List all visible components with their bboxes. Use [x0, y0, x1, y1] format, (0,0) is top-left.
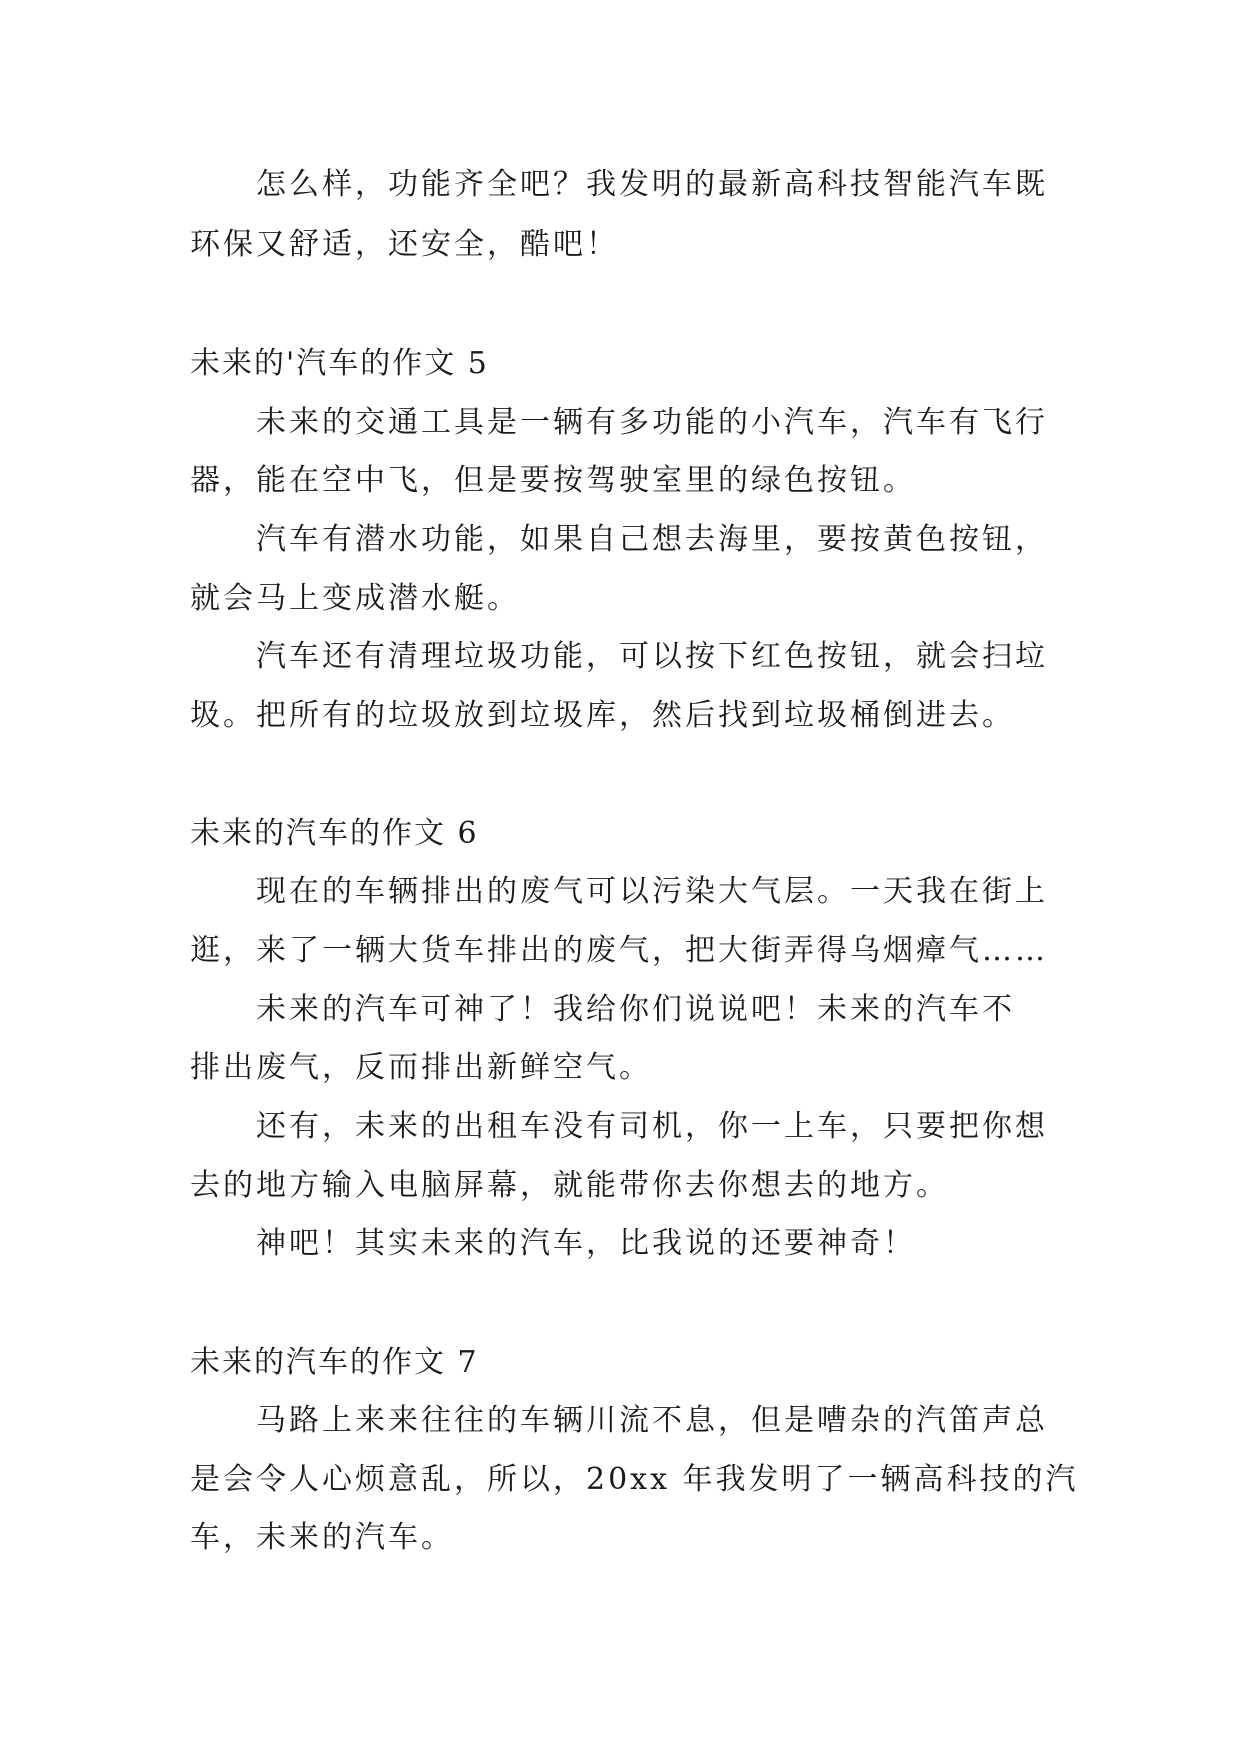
section-title-5: 未来的'汽车的作文 5	[190, 346, 489, 381]
paragraph-line: 车，未来的汽车。	[190, 1520, 454, 1555]
paragraph-line: 神吧！其实未来的汽车，比我说的还要神奇！	[256, 1226, 916, 1261]
section-title-6: 未来的汽车的作文 6	[190, 816, 479, 851]
section-title-7: 未来的汽车的作文 7	[190, 1345, 479, 1380]
paragraph-line: 排出废气，反而排出新鲜空气。	[190, 1050, 652, 1085]
paragraph-line: 圾。把所有的垃圾放到垃圾库，然后找到垃圾桶倒进去。	[190, 698, 1015, 733]
paragraph-line: 汽车还有清理垃圾功能，可以按下红色按钮，就会扫垃	[256, 639, 1048, 674]
paragraph-line: 逛，来了一辆大货车排出的废气，把大街弄得乌烟瘴气……	[190, 933, 1048, 968]
paragraph-line: 环保又舒适，还安全，酷吧！	[190, 227, 619, 262]
paragraph-line: 去的地方输入电脑屏幕，就能带你去你想去的地方。	[190, 1168, 949, 1203]
paragraph-line: 未来的汽车可神了！我给你们说说吧！未来的汽车不	[256, 992, 1015, 1027]
paragraph-line: 现在的车辆排出的废气可以污染大气层。一天我在街上	[256, 874, 1048, 909]
paragraph-line: 是会令人心烦意乱，所以，20xx 年我发明了一辆高科技的汽	[190, 1462, 1079, 1497]
paragraph-line: 汽车有潜水功能，如果自己想去海里，要按黄色按钮，	[256, 522, 1048, 557]
paragraph-line: 就会马上变成潜水艇。	[190, 581, 520, 616]
paragraph-line: 器，能在空中飞，但是要按驾驶室里的绿色按钮。	[190, 463, 916, 498]
paragraph-line: 马路上来来往往的车辆川流不息，但是嘈杂的汽笛声总	[256, 1403, 1048, 1438]
paragraph-line: 还有，未来的出租车没有司机，你一上车，只要把你想	[256, 1109, 1048, 1144]
paragraph-line: 未来的交通工具是一辆有多功能的小汽车，汽车有飞行	[256, 405, 1048, 440]
paragraph-line: 怎么样，功能齐全吧？我发明的最新高科技智能汽车既	[256, 167, 1048, 202]
